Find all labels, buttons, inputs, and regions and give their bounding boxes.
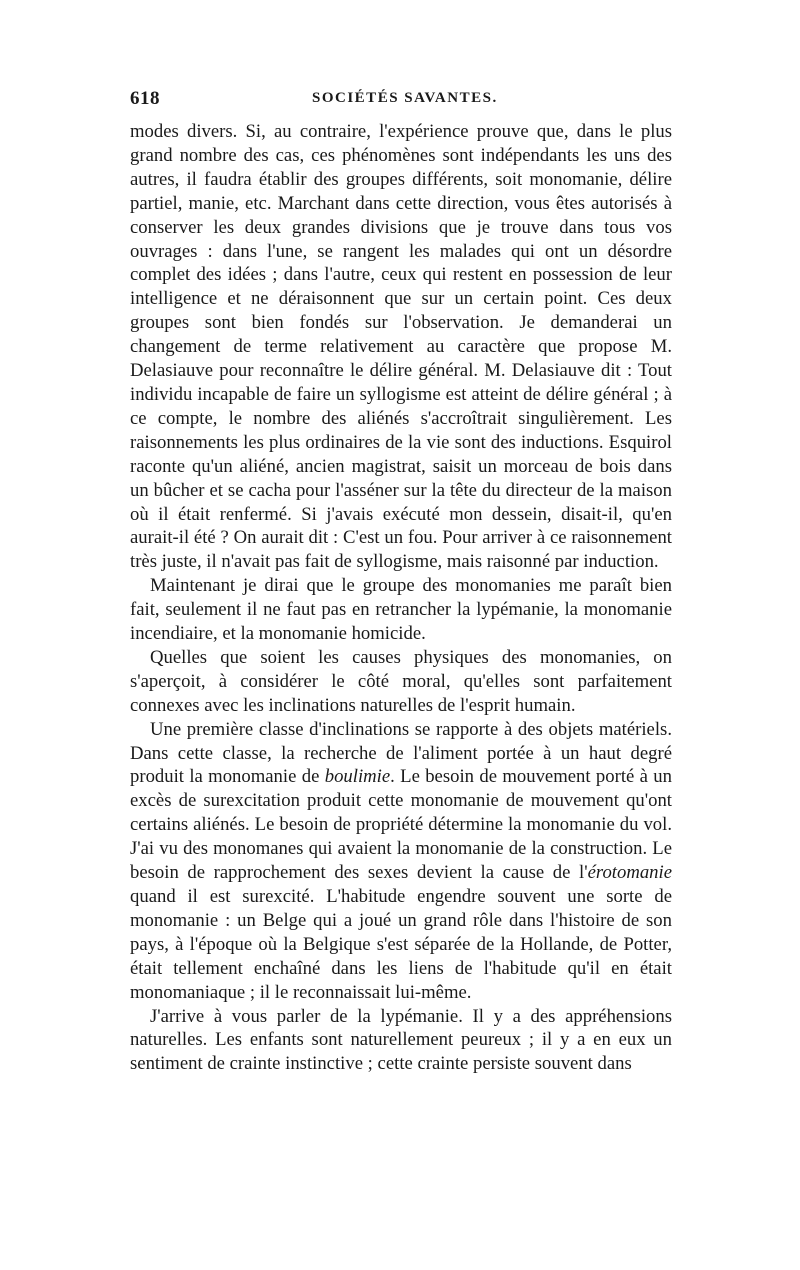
paragraph-5: J'arrive à vous parler de la lypémanie. Il y a des appréhensions naturelles. Les enfants sont naturellement peureux ; il y a en eux un sentiment de crainte instinctive ; cette crainte persiste souvent dans <box>130 1005 672 1075</box>
paragraph-3: Quelles que soient les causes physiques des monomanies, on s'aperçoit, à considérer le côté moral, qu'elles sont parfaitement connexes avec les inclinations naturelles de l'esprit humain. <box>130 646 672 716</box>
paragraph-2: Maintenant je dirai que le groupe des monomanies me paraît bien fait, seulement il ne faut pas en retrancher la lypémanie, la monomanie incendiaire, et la monomanie homicide. <box>130 575 672 645</box>
body-text <box>130 120 672 1076</box>
book-page <box>130 88 672 1076</box>
page-number: 618 <box>130 88 160 109</box>
page-header <box>130 88 672 118</box>
paragraph-4-part-2: . Le besoin de mouvement porté à un excès de surexcitation produit cette monomanie de mouvement qu'ont certains aliénés. Le besoin de propriété détermine la monomanie du vol. J'ai vu des monomanes qui avaient la monomanie de la construction. Le besoin de rapprochement des sexes devient la cause de l' <box>130 766 672 884</box>
term-erotomanie: érotomanie <box>587 862 672 884</box>
term-boulimie: boulimie <box>324 766 391 788</box>
paragraph-4-part-1: Une première classe d'inclinations se rapporte à des objets matériels. Dans cette classe, la recherche de l'aliment portée à un haut degré produit la monomanie de <box>130 718 672 788</box>
paragraph-1: modes divers. Si, au contraire, l'expérience prouve que, dans le plus grand nombre des cas, ces phénomènes sont indépendants les uns des autres, il faudra établir des groupes différents, soit monomanie, délire partiel, manie, etc. Marchant dans cette direction, vous êtes autorisés à conserver les deux grandes divisions que je trouve dans tous vos ouvrages : dans l'une, se rangent les malades qui ont un désordre complet des idées ; dans l'autre, ceux qui restent en possession de leur intelligence et ne déraisonnent que sur un certain point. Ces deux groupes sont bien fondés sur l'observation. Je demanderai un changement de terme relativement au caractère que propose M. Delasiauve pour reconnaître le délire général. M. Delasiauve dit : Tout individu incapable de faire un syllogisme est atteint de délire général ; à ce compte, le nombre des aliénés s'accroîtrait singulièrement. Les raisonnements les plus ordinaires de la vie sont des inductions. Esquirol raconte qu'un aliéné, ancien magistrat, saisit un morceau de bois dans un bûcher et se cacha pour l'asséner sur la tête du directeur de la maison où il était renfermé. Si j'avais exécuté mon dessein, disait-il, qu'en aurait-il été ? On aurait dit : C'est un fou. Pour arriver à ce raisonnement très juste, il n'avait pas fait de syllogisme, mais raisonné par induction. <box>130 121 672 573</box>
paragraph-4 <box>130 718 672 1005</box>
paragraph-4-part-3: quand il est surexcité. L'habitude engendre souvent une sorte de monomanie : un Belge qui a joué un grand rôle dans l'histoire de son pays, à l'époque où la Belgique s'est séparée de la Hollande, de Potter, était tellement enchaîné dans les liens de l'habitude qu'il en était monomaniaque ; il le reconnaissait lui-même. <box>130 886 672 1003</box>
running-head: SOCIÉTÉS SAVANTES. <box>312 90 498 106</box>
